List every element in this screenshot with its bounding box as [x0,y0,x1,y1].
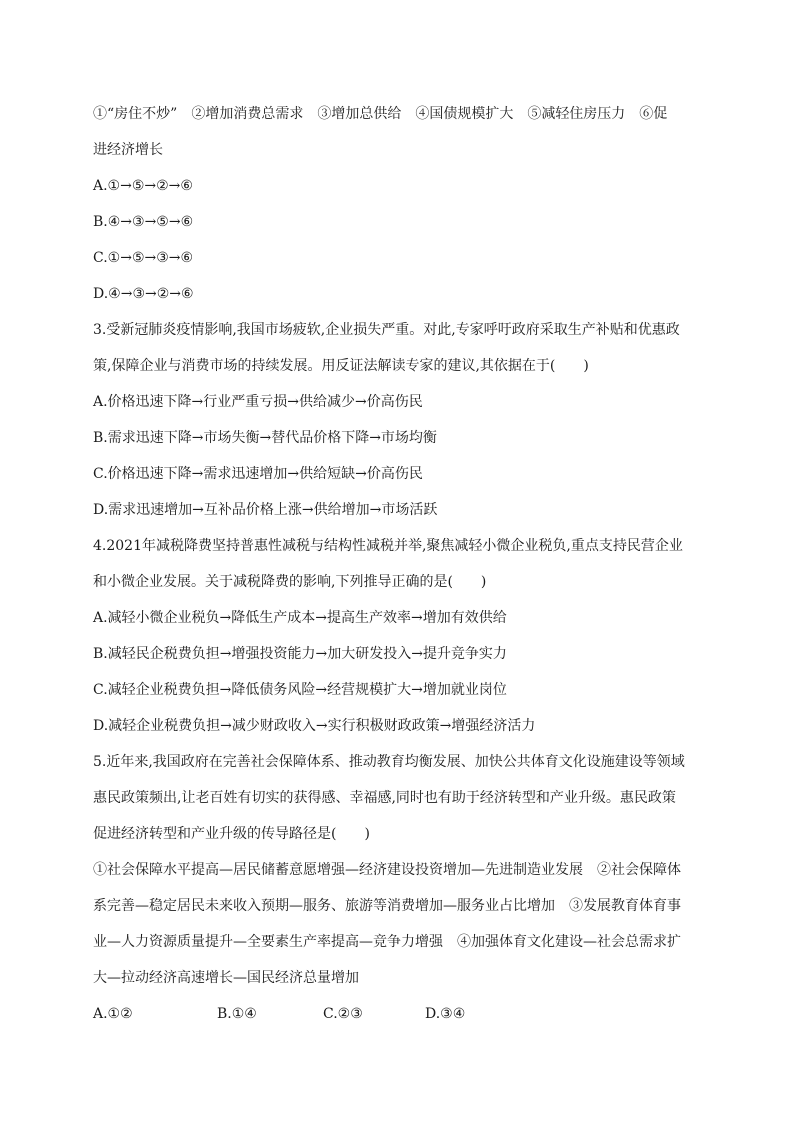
q3-option-a: A.价格迅速下降→行业严重亏损→供给减少→价高伤民 [93,394,423,410]
q5-stem-line-1: 5.近年来,我国政府在完善社会保障体系、推动教育均衡发展、加快公共体育文化设施建设等领域 [93,754,685,770]
q5-option-c: C.②③ [323,1006,363,1022]
q3-stem-line-1: 3.受新冠肺炎疫情影响,我国市场疲软,企业损失严重。对此,专家呼吁政府采取生产补贴和优惠政 [93,322,680,338]
q5-stem-line-3: 促进经济转型和产业升级的传导路径是( ) [93,826,370,842]
q3-option-d: D.需求迅速增加→互补品价格上涨→供给增加→市场活跃 [93,502,438,518]
q5-items-line-1: ①社会保障水平提高—居民储蓄意愿增强—经济建设投资增加—先进制造业发展 ②社会保障体 [93,862,681,878]
q2-stem-line-1: ①“房住不炒” ②增加消费总需求 ③增加总供给 ④国债规模扩大 ⑤减轻住房压力 ⑥促 [93,106,668,122]
q4-option-a: A.减轻小微企业税负→降低生产成本→提高生产效率→增加有效供给 [93,610,507,626]
q4-option-c: C.减轻企业税费负担→降低债务风险→经营规模扩大→增加就业岗位 [93,682,507,698]
q3-stem-line-2: 策,保障企业与消费市场的持续发展。用反证法解读专家的建议,其依据在于( ) [93,358,589,374]
q4-option-b: B.减轻民企税费负担→增强投资能力→加大研发投入→提升竞争实力 [93,646,507,662]
q2-option-a: A.①→⑤→②→⑥ [93,178,193,194]
q4-stem-line-2: 和小微企业发展。关于减税降费的影响,下列推导正确的是( ) [93,574,487,590]
q5-option-a: A.①② [93,1006,133,1022]
q5-option-b: B.①④ [217,1006,257,1022]
q4-stem-line-1: 4.2021年减税降费坚持普惠性减税与结构性减税并举,聚焦减轻小微企业税负,重点支持民营企业 [93,538,683,554]
q5-items-line-4: 大—拉动经济高速增长—国民经济总量增加 [93,970,359,986]
q2-option-d: D.④→③→②→⑥ [93,286,194,302]
q3-option-b: B.需求迅速下降→市场失衡→替代品价格下降→市场均衡 [93,430,437,446]
q2-stem-line-2: 进经济增长 [93,142,163,158]
q5-stem-line-2: 惠民政策频出,让老百姓有切实的获得感、幸福感,同时也有助于经济转型和产业升级。惠民政策 [93,790,676,806]
q5-option-d: D.③④ [425,1006,466,1022]
q5-items-line-3: 业—人力资源质量提升—全要素生产率提高—竞争力增强 ④加强体育文化建设—社会总需求扩 [93,934,681,950]
q5-items-line-2: 系完善—稳定居民未来收入预期—服务、旅游等消费增加—服务业占比增加 ③发展教育体育事 [93,898,681,914]
q2-option-c: C.①→⑤→③→⑥ [93,250,194,266]
q2-option-b: B.④→③→⑤→⑥ [93,214,194,230]
q3-option-c: C.价格迅速下降→需求迅速增加→供给短缺→价高伤民 [93,466,423,482]
q4-option-d: D.减轻企业税费负担→减少财政收入→实行积极财政政策→增强经济活力 [93,718,536,734]
